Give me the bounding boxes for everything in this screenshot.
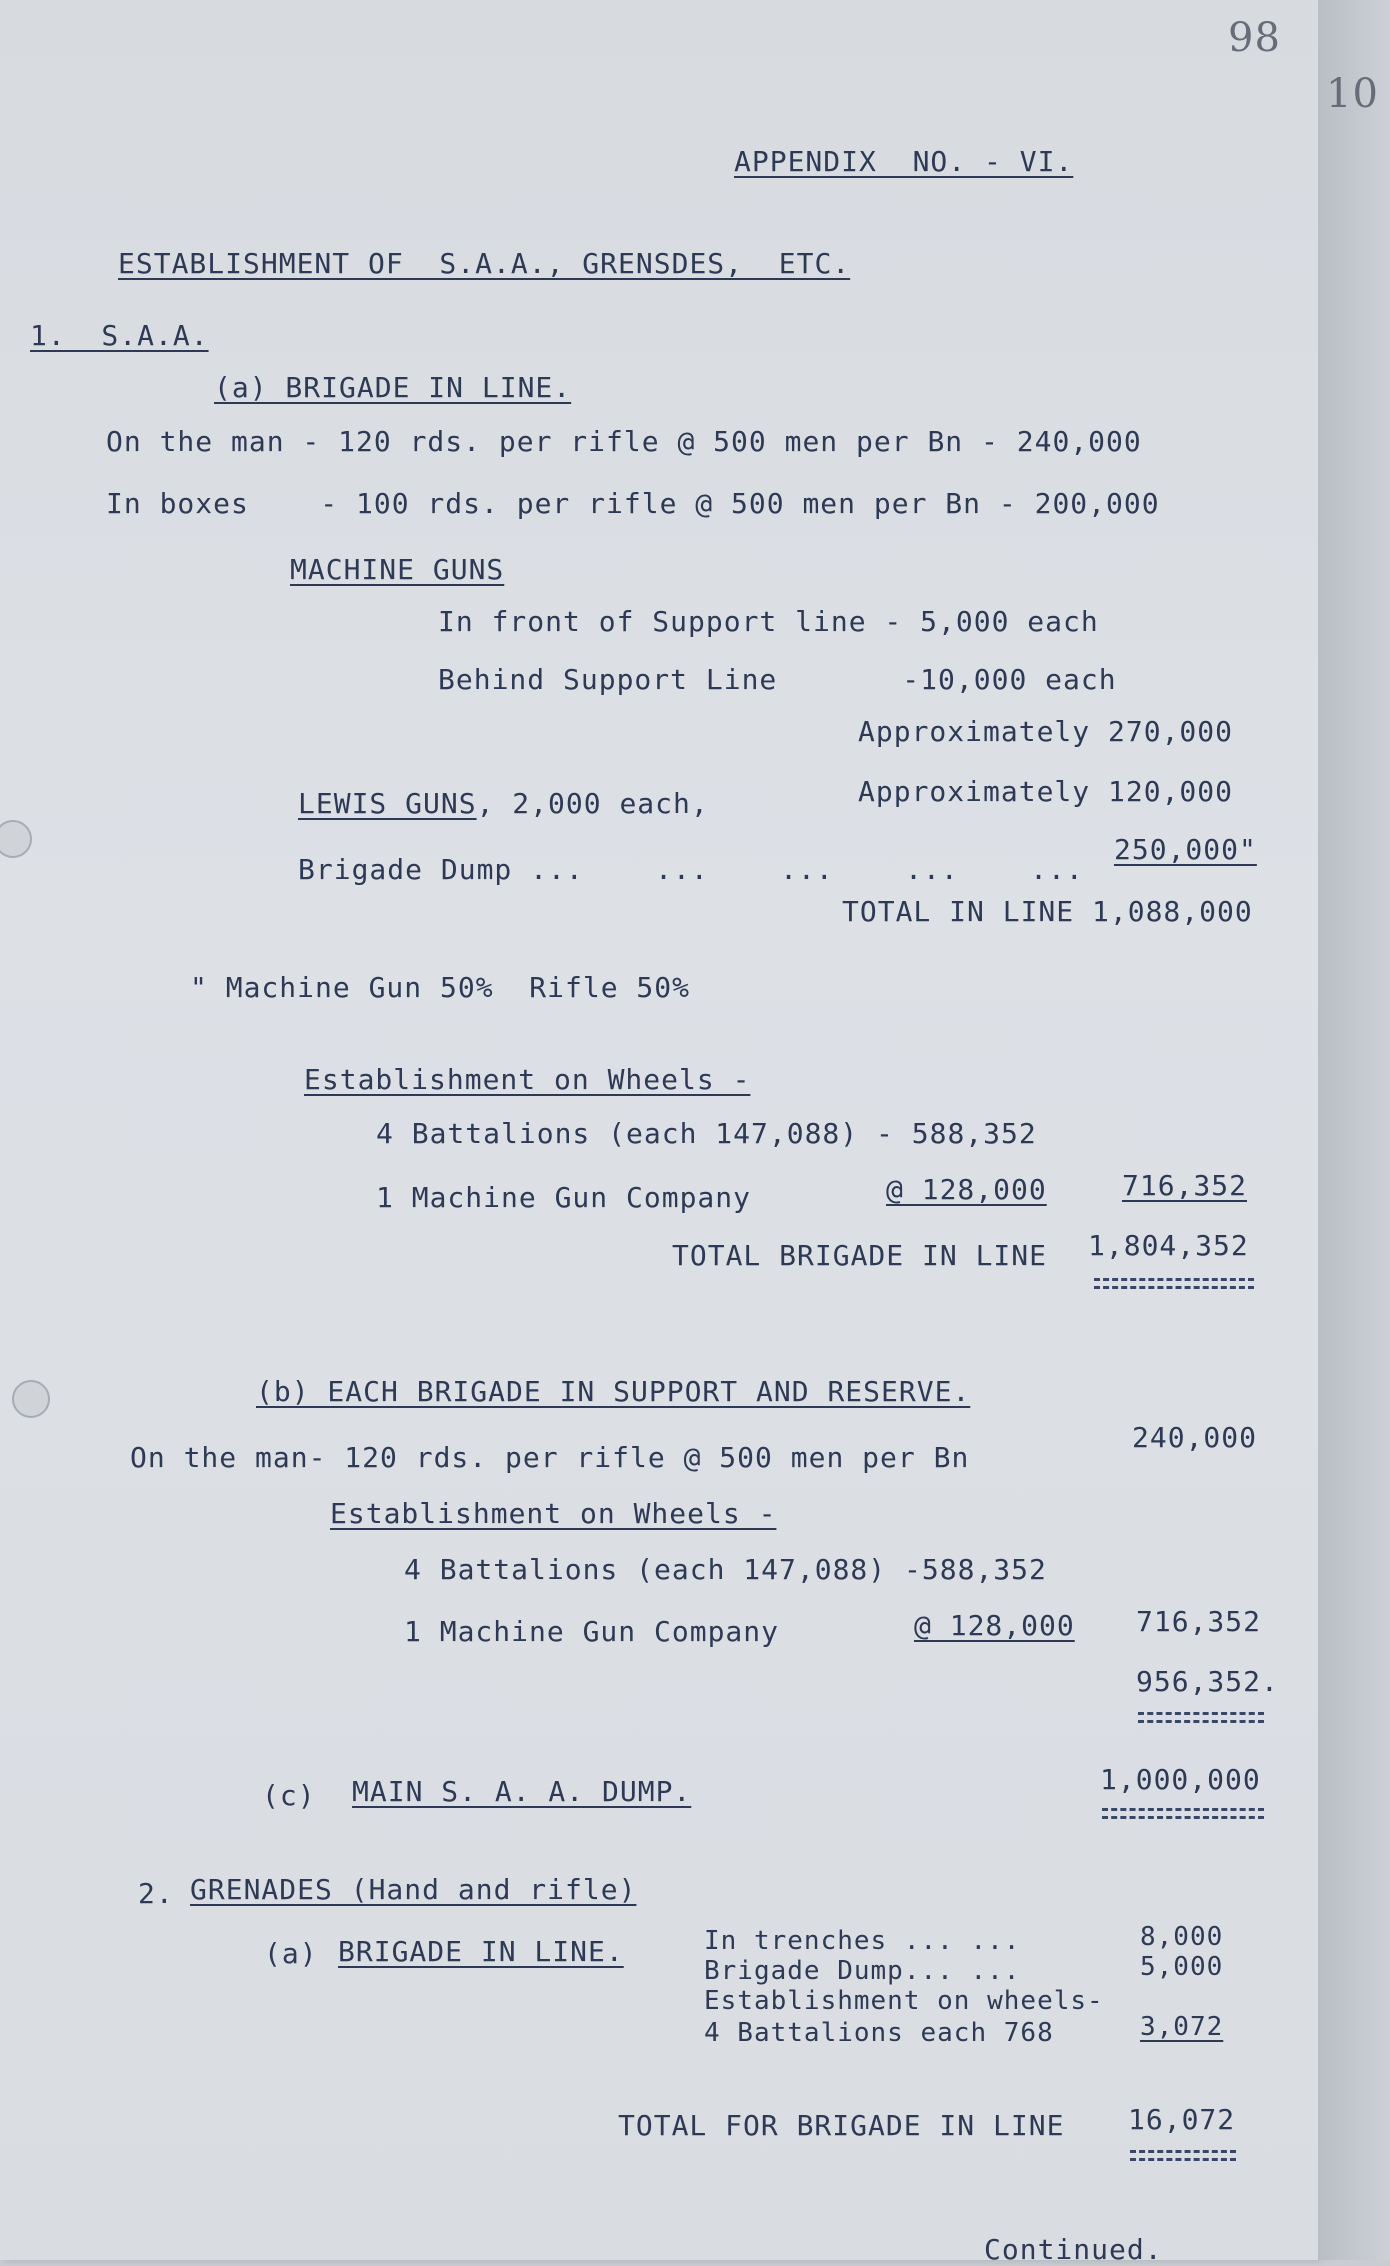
section-1a-heading: (a) BRIGADE IN LINE. (214, 371, 572, 404)
double-rule-2 (1138, 1712, 1264, 1715)
mg-front-line: In front of Support line - 5,000 each (438, 605, 1099, 638)
section-2a-label: (a) (264, 1937, 318, 1970)
grenade-row-label: In trenches ... ... (704, 1926, 1021, 1956)
folio-number: 98 (1228, 15, 1281, 61)
grenade-total-value: 16,072 (1128, 2103, 1236, 2136)
grenade-row-value: 3,072 (1140, 2012, 1224, 2042)
appendix-heading: APPENDIX NO. - VI. (734, 145, 1074, 178)
total-in-line: TOTAL IN LINE 1,088,000 (842, 895, 1253, 928)
section-1c-label: (c) (262, 1779, 316, 1812)
machine-guns-heading: MACHINE GUNS (290, 553, 505, 586)
next-page-edge (1318, 0, 1390, 2260)
double-rule-3b (1102, 1816, 1264, 1819)
mg-company-label-a: 1 Machine Gun Company (376, 1181, 752, 1214)
grenade-row-value: 8,000 (1140, 1922, 1224, 1952)
double-rule-4 (1130, 2150, 1236, 2153)
lewis-guns-text: , 2,000 each, (476, 787, 709, 820)
brigade-dump-label: Brigade Dump ... ... ... ... ... (298, 853, 1084, 886)
line-on-the-man: On the man - 120 rds. per rifle @ 500 men per Bn - 240,000 (106, 425, 1142, 458)
mg-rifle-note: " Machine Gun 50% Rifle 50% (190, 971, 691, 1004)
grenade-row-label: Brigade Dump... ... (704, 1956, 1021, 1986)
grenade-row-value: 5,000 (1140, 1952, 1224, 1982)
mg-company-total-b: 716,352 (1136, 1605, 1262, 1638)
wheels-heading-a: Establishment on Wheels - (304, 1063, 751, 1096)
mg-company-label-b: 1 Machine Gun Company (404, 1615, 780, 1648)
mg-company-at-b: @ 128,000 (914, 1609, 1075, 1642)
double-rule-2b (1138, 1720, 1264, 1723)
battalions-line-a: 4 Battalions (each 147,088) - 588,352 (376, 1117, 1037, 1150)
lewis-guns-label: LEWIS GUNS (298, 787, 477, 820)
total-brigade-value: 1,804,352 (1088, 1229, 1249, 1262)
double-rule-1b (1094, 1286, 1254, 1289)
lewis-guns-line (298, 787, 709, 820)
edge-folio-number: 10 (1326, 71, 1379, 117)
punch-hole-bottom (12, 1380, 50, 1418)
battalions-line-b: 4 Battalions (each 147,088) -588,352 (404, 1553, 1047, 1586)
mg-company-at-a: @ 128,000 (886, 1173, 1047, 1206)
grenade-row-label: 4 Battalions each 768 (704, 2018, 1054, 2048)
document-title: ESTABLISHMENT OF S.A.A., GRENSDES, ETC. (118, 247, 851, 280)
double-rule-4b (1130, 2158, 1236, 2161)
support-on-the-man: On the man- 120 rds. per rifle @ 500 men per Bn (130, 1441, 970, 1474)
main-dump-value: 1,000,000 (1100, 1763, 1261, 1796)
mg-company-total-a: 716,352 (1122, 1169, 1248, 1202)
section-1-heading: 1. S.A.A. (30, 319, 209, 352)
brigade-dump-value: 250,000" (1114, 833, 1257, 866)
continued-note: Continued. (984, 2233, 1163, 2266)
support-on-the-man-value: 240,000 (1132, 1421, 1258, 1454)
section-2-number: 2. (138, 1877, 174, 1910)
approx-lewis-total: Approximately 120,000 (858, 775, 1234, 808)
support-total: 956,352. (1136, 1665, 1279, 1698)
approx-mg-total: Approximately 270,000 (858, 715, 1234, 748)
section-2a-heading: BRIGADE IN LINE. (338, 1935, 624, 1968)
total-brigade-label: TOTAL BRIGADE IN LINE (672, 1239, 1048, 1272)
section-1b-heading: (b) EACH BRIGADE IN SUPPORT AND RESERVE. (256, 1375, 971, 1408)
wheels-heading-b: Establishment on Wheels - (330, 1497, 777, 1530)
grenade-total-label: TOTAL FOR BRIGADE IN LINE (618, 2109, 1065, 2142)
section-2-heading: GRENADES (Hand and rifle) (190, 1873, 637, 1906)
grenade-row-label: Establishment on wheels- (704, 1986, 1104, 2016)
double-rule-3 (1102, 1808, 1264, 1811)
double-rule-1 (1094, 1278, 1254, 1281)
line-in-boxes: In boxes - 100 rds. per rifle @ 500 men per Bn - 200,000 (106, 487, 1160, 520)
main-dump-heading: MAIN S. A. A. DUMP. (352, 1775, 692, 1808)
punch-hole-top (0, 820, 32, 858)
mg-behind-line: Behind Support Line -10,000 each (438, 663, 1117, 696)
